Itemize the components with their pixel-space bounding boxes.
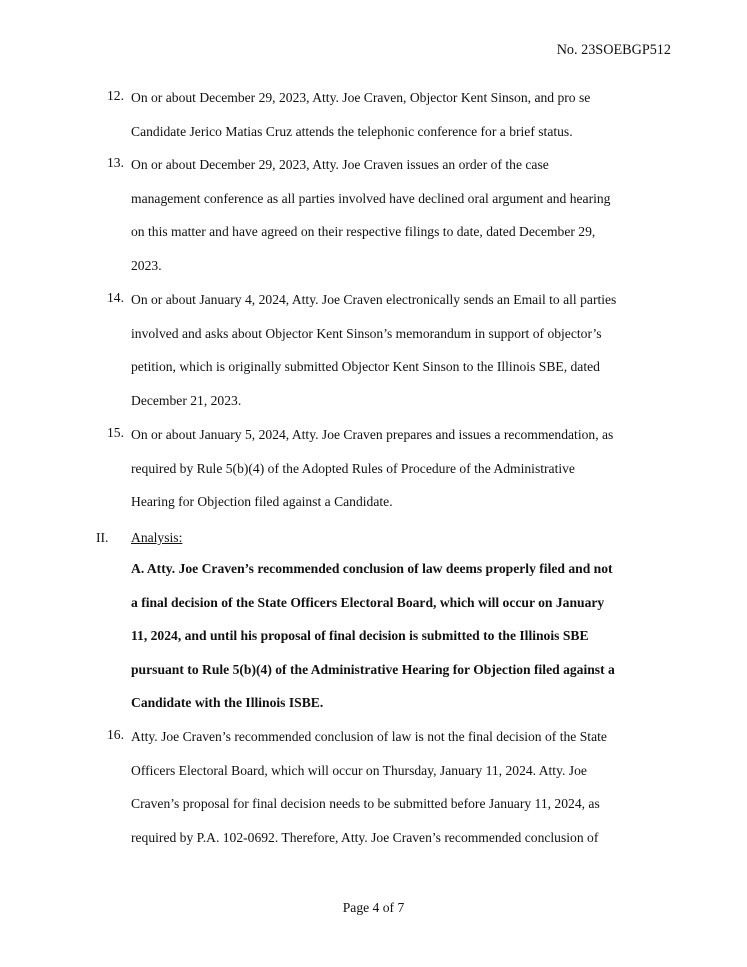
bold-line: A. Atty. Joe Craven’s recommended conclusion of law deems properly filed and not	[131, 561, 613, 576]
item-line: involved and asks about Objector Kent Sinson’s memorandum in support of objector’s	[131, 325, 602, 341]
item-line: 2023.	[131, 257, 162, 273]
item-line: On or about December 29, 2023, Atty. Joe Craven issues an order of the case	[131, 157, 549, 172]
item-line: management conference as all parties involved have declined oral argument and hearing	[131, 190, 611, 206]
bold-line: 11, 2024, and until his proposal of final decision is submitted to the Illinois SBE	[131, 628, 589, 644]
item-text	[131, 148, 667, 282]
item-text	[131, 283, 667, 417]
item-line: On or about January 5, 2024, Atty. Joe Craven prepares and issues a recommendation, as	[131, 427, 614, 442]
section-number: II.	[96, 530, 109, 545]
item-number: 15.	[107, 425, 124, 440]
item-number: 14.	[107, 290, 124, 305]
page-number: Page 4 of 7	[342, 900, 405, 915]
list-item-15	[107, 418, 667, 519]
list-item-13	[107, 148, 667, 282]
item-line: on this matter and have agreed on their respective filings to date, dated December 29,	[131, 224, 596, 240]
item-line: Hearing for Objection filed against a Candidate.	[131, 494, 393, 510]
item-text	[131, 81, 667, 148]
section-heading	[96, 521, 182, 555]
section-title: Analysis:	[131, 530, 183, 545]
item-line: required by Rule 5(b)(4) of the Adopted Rules of Procedure of the Administrative	[131, 460, 575, 476]
list-item-16	[107, 720, 667, 854]
item-line: petition, which is originally submitted Objector Kent Sinson to the Illinois SBE, dated	[131, 359, 600, 375]
bold-line: pursuant to Rule 5(b)(4) of the Administrative Hearing for Objection filed against a	[131, 661, 615, 677]
item-line: Atty. Joe Craven’s recommended conclusion of law is not the final decision of the State	[131, 729, 607, 744]
list-item-14	[107, 283, 667, 417]
item-number: 16.	[107, 727, 124, 742]
bold-line: a final decision of the State Officers Electoral Board, which will occur on January	[131, 594, 605, 610]
item-line: Officers Electoral Board, which will occur on Thursday, January 11, 2024. Atty. Joe	[131, 762, 587, 778]
item-text	[131, 418, 667, 519]
item-number: 12.	[107, 88, 124, 103]
list-item-12	[107, 81, 667, 148]
item-line: On or about January 4, 2024, Atty. Joe Craven electronically sends an Email to all parties	[131, 292, 617, 307]
item-number: 13.	[107, 155, 124, 170]
item-line: required by P.A. 102-0692. Therefore, Atty. Joe Craven’s recommended conclusion of	[131, 829, 599, 845]
item-text	[131, 720, 667, 854]
item-line: On or about December 29, 2023, Atty. Joe Craven, Objector Kent Sinson, and pro se	[131, 90, 591, 105]
subsection-a-heading	[131, 552, 615, 720]
bold-line: Candidate with the Illinois ISBE.	[131, 695, 324, 711]
item-line: Craven’s proposal for final decision needs to be submitted before January 11, 2024, as	[131, 796, 600, 812]
document-number: No. 23SOEBGP512	[556, 42, 671, 58]
item-line: December 21, 2023.	[131, 392, 242, 408]
item-line: Candidate Jerico Matias Cruz attends the telephonic conference for a brief status.	[131, 123, 573, 139]
